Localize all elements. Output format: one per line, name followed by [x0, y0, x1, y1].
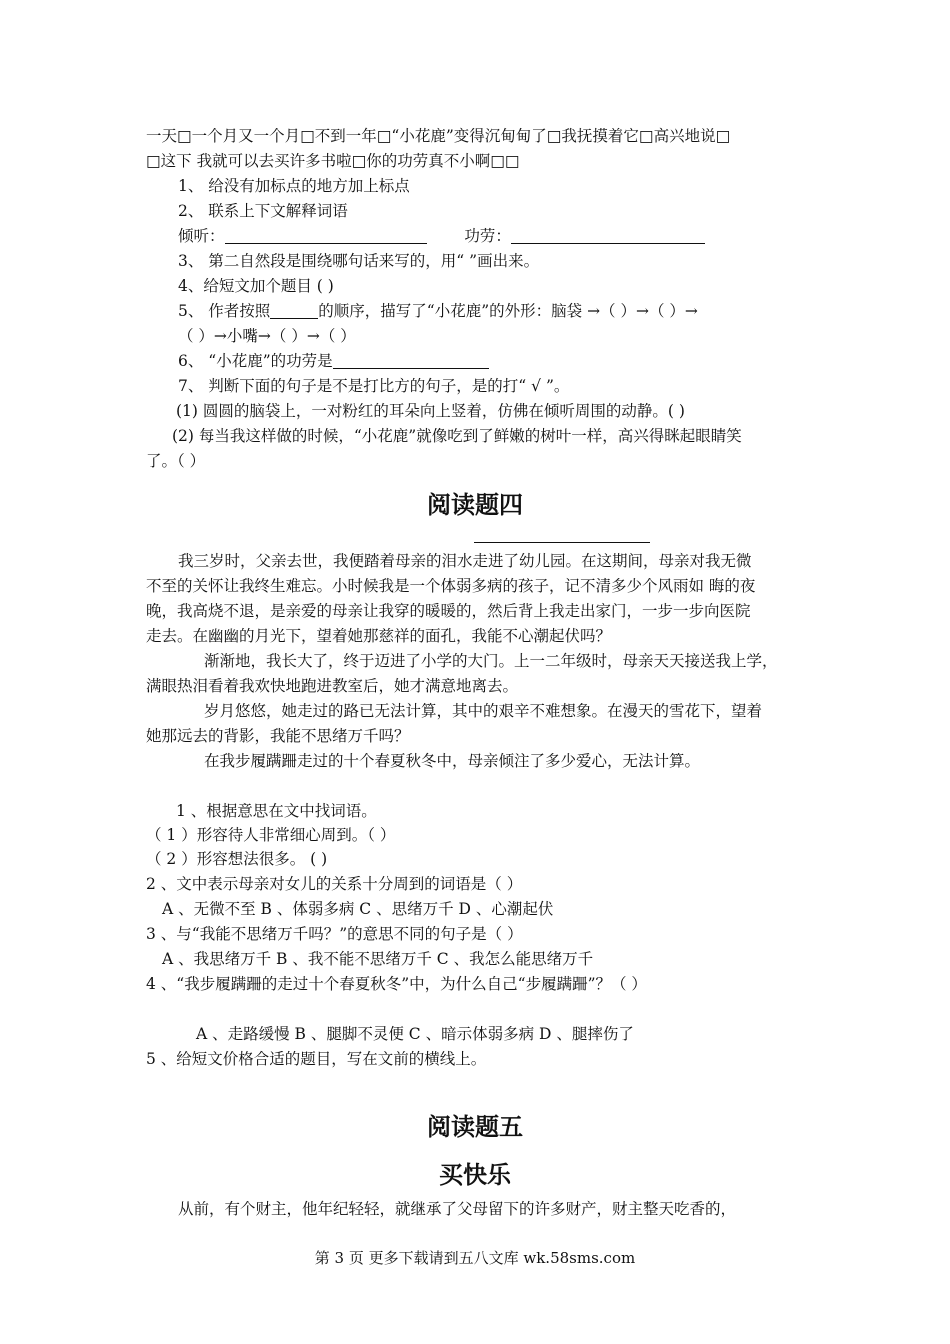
question: 7、 判断下面的句子是不是打比方的句子，是的打“ √ ”。 [178, 377, 570, 395]
question: 3 、与“我能不思绪万千吗？”的意思不同的句子是（ ） [146, 925, 523, 943]
vocab-label: 倾听： [178, 227, 225, 245]
question: 4、给短文加个题目 ( ) [178, 277, 334, 295]
title-blank-line[interactable] [474, 542, 650, 543]
sub-question: (2) 每当我这样做的时候，“小花鹿”就像吃到了鲜嫩的树叶一样，高兴得眯起眼睛笑 [172, 427, 742, 445]
section-title: 阅读题五 [427, 1113, 523, 1141]
passage-line: 不至的关怀让我终生难忘。小时候我是一个体弱多病的孩子，记不清多少个风雨如 晦的夜 [146, 577, 756, 595]
answer-blank[interactable] [270, 302, 318, 319]
options: A 、我思绪万千 B 、我不能不思绪万千 C 、我怎么能思绪万千 [162, 950, 594, 968]
sub-question: (1) 圆圆的脑袋上，一对粉红的耳朵向上竖着，仿佛在倾听周围的动静。( ) [176, 402, 685, 420]
passage-line: 渐渐地，我长大了，终于迈进了小学的大门。上一二年级时，母亲天天接送我上学， [204, 652, 778, 670]
question-continuation: （ ）→小嘴→（ ）→（ ） [178, 327, 356, 345]
question: 1、 给没有加标点的地方加上标点 [178, 177, 410, 195]
passage3-line2: □这下 我就可以去买许多书啦□你的功劳真不小啊□□ [146, 152, 520, 170]
question: 2 、文中表示母亲对女儿的关系十分周到的词语是（ ） [146, 875, 523, 893]
passage-line: 晚，我高烧不退，是亲爱的母亲让我穿的暖暖的，然后背上我走出家门，一步一步向医院 [146, 602, 751, 620]
vocab-line [178, 226, 705, 246]
question: 4 、“我步履蹒跚的走过十个春夏秋冬”中，为什么自己“步履蹒跚”？（ ） [146, 975, 647, 993]
passage-line: 岁月悠悠，她走过的路已无法计算，其中的艰辛不难想象。在漫天的雪花下，望着 [204, 702, 763, 720]
passage-line: 满眼热泪看着我欢快地跑进教室后，她才满意地离去。 [146, 677, 519, 695]
question: 1 、根据意思在文中找词语。 [176, 802, 377, 820]
sub-question-continuation: 了。（ ） [146, 452, 206, 470]
passage-line: 从前，有个财主，他年纪轻轻，就继承了父母留下的许多财产，财主整天吃香的， [178, 1200, 737, 1218]
answer-blank[interactable] [225, 227, 427, 244]
vocab-label: 功劳： [464, 227, 511, 245]
options: A 、无微不至 B 、体弱多病 C 、思绪万千 D 、心潮起伏 [162, 900, 554, 918]
page-footer: 第 3 页 更多下载请到五八文库 wk.58sms.com [314, 1249, 636, 1267]
passage-line: 我三岁时，父亲去世，我便踏着母亲的泪水走进了幼儿园。在这期间，母亲对我无微 [178, 552, 752, 570]
passage-line: 走去。在幽幽的月光下，望着她那慈祥的面孔，我能不心潮起伏吗？ [146, 627, 612, 645]
answer-blank[interactable] [333, 352, 489, 369]
question: 5 、给短文价格合适的题目，写在文前的横线上。 [146, 1050, 487, 1068]
question: 3、 第二自然段是围绕哪句话来写的，用“ ”画出来。 [178, 252, 540, 270]
section-title: 阅读题四 [427, 491, 523, 519]
story-title: 买快乐 [439, 1161, 511, 1189]
sub-question: （ 1 ）形容待人非常细心周到。（ ） [146, 826, 396, 844]
answer-blank[interactable] [511, 227, 705, 244]
question: 5、 作者按照 的顺序，描写了“小花鹿”的外形：脑袋 →（ ）→（ ）→ [178, 302, 698, 320]
options: A 、走路缓慢 B 、腿脚不灵便 C 、暗示体弱多病 D 、腿摔伤了 [196, 1025, 634, 1043]
passage-line: 她那远去的背影，我能不思绪万千吗？ [146, 727, 410, 745]
question: 2、 联系上下文解释词语 [178, 202, 348, 220]
passage3-line1: 一天□一个月又一个月□不到一年□“小花鹿”变得沉甸甸了□我抚摸着它□高兴地说□ [146, 127, 731, 145]
sub-question: （ 2 ）形容想法很多。 ( ) [146, 850, 328, 868]
question: 6、 “小花鹿”的功劳是 [178, 351, 489, 371]
passage-line: 在我步履蹒跚走过的十个春夏秋冬中，母亲倾注了多少爱心，无法计算。 [204, 752, 701, 770]
